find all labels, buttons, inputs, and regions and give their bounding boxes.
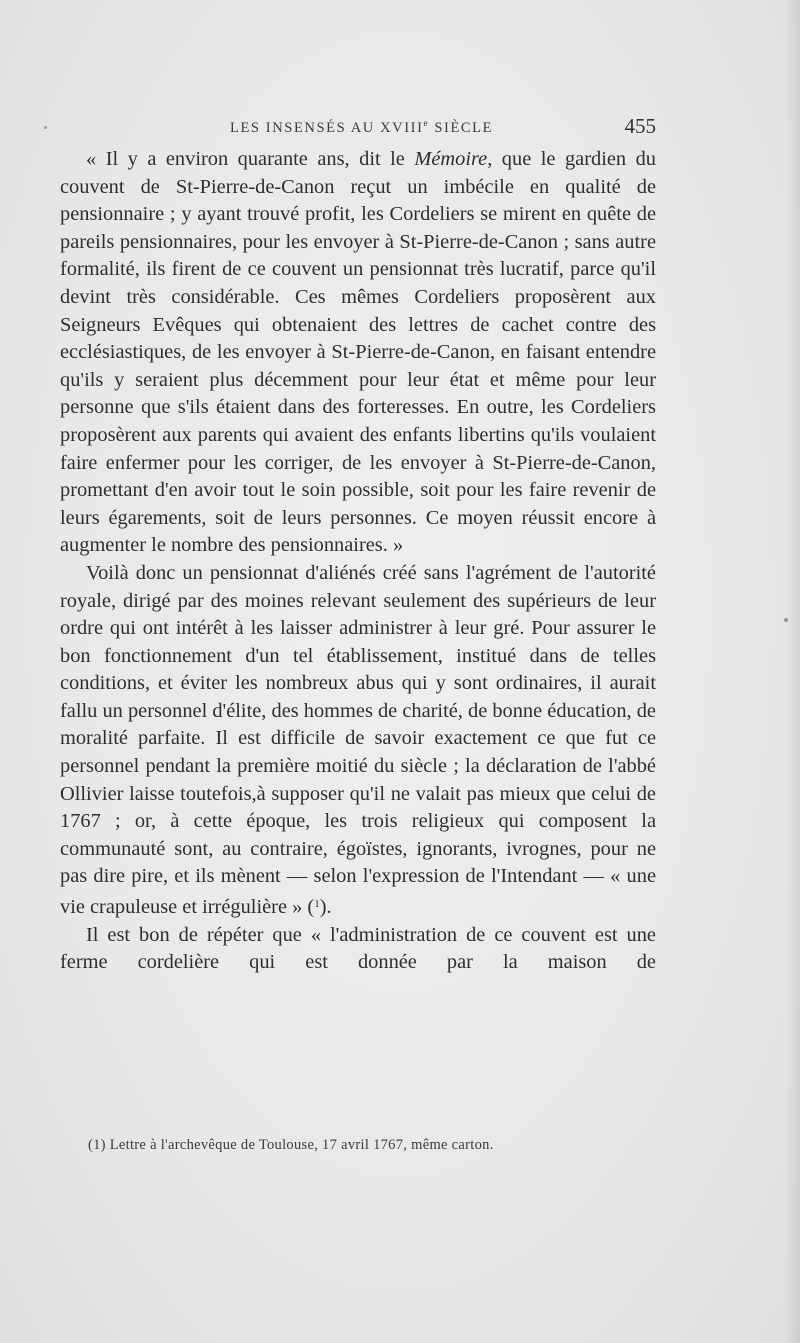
paragraph-1 — [60, 146, 656, 560]
running-head-text: LES INSENSÉS AU XVIII — [230, 120, 424, 136]
paragraph-2-start: Voilà donc un pensionnat d'aliénés créé sans l'agrément de l'autorité royale, dirigé par des moines relevant seulement des supérieurs de leur ordre qui ont intérêt à les laisser administrer à leur gré. Pour assurer le bon fonctionnement d'un tel établissement, institué dans de telles conditions, et éviter les nombreux abus qui y sont ordinaires, il aurait fallu un personnel d'élite, des hommes de charité, de bonne éducation, de moralité parfaite. Il est difficile de savoir exactement ce que fut ce personnel pendant la première moitié du siècle ; la déclaration de l'abbé Ollivier laisse toutefois,à supposer qu'il ne valait pas mieux que celui de 1767 ; or, à cette époque, les trois religieux qui composent la communauté sont, au contraire, égoïstes, ignorants, ivrognes, pour ne pas dire pire, et ils mènent — selon l'expression de l'Intendant — « une vie crapuleuse et irrégulière » ( — [60, 561, 656, 919]
paragraph-3-start: Il est bon de répéter que « l'administration de ce couvent est une ferme cordelière qui est donnée par la maison de — [60, 923, 656, 974]
paragraph-1-end: , que le gardien du couvent de St-Pierre-de-Canon reçut un imbécile en qualité de pensionnaire ; y ayant trouvé profit, les Cordeliers se mirent en quête de pareils pensionnaires, pour les envoyer à St-Pierre-de-Canon ; sans autre formalité, ils firent de ce couvent un pensionnat très lucratif, parce qu'il devint très considérable. Ces mêmes Cordeliers proposèrent aux Seigneurs Evêques qui obtenaient des lettres de cachet contre des ecclésiastiques, de les envoyer à St-Pierre-de-Canon, en faisant entendre qu'ils y seraient plus décemment pour leur état et même pour leur personne que s'ils étaient dans des forteresses. En outre, les Cordeliers proposèrent aux parents qui avaient des enfants libertins qu'ils voulaient faire enfermer pour les corriger, de les envoyer à St-Pierre-de-Canon, promettant d'en avoir tout le soin possible, soit pour les faire revenir de leurs égarements, soit de leurs personnes. Ce moyen réussit encore à augmenter le nombre des pensionnaires. » — [60, 148, 656, 557]
paragraph-1-start: « Il y a environ quarante ans, dit le — [86, 148, 415, 170]
paragraph-2-end: ). — [319, 896, 332, 919]
paragraph-1-italic: Mémoire — [414, 148, 488, 170]
footnote: (1) Lettre à l'archevêque de Toulouse, 17 avril 1767, même carton. — [88, 1137, 494, 1153]
running-head — [230, 118, 493, 137]
page-header — [60, 114, 656, 144]
paragraph-3 — [60, 922, 656, 977]
footnote-reference: 1 — [314, 898, 320, 911]
body-text — [60, 146, 656, 977]
paragraph-2 — [60, 560, 656, 922]
page-number: 455 — [624, 114, 656, 138]
paper-speck — [784, 618, 788, 622]
page-edge-shadow — [786, 0, 800, 1343]
running-head-end: SIÈCLE — [429, 120, 494, 136]
running-head-superscript: e — [423, 118, 430, 128]
paper-speck — [44, 126, 47, 129]
